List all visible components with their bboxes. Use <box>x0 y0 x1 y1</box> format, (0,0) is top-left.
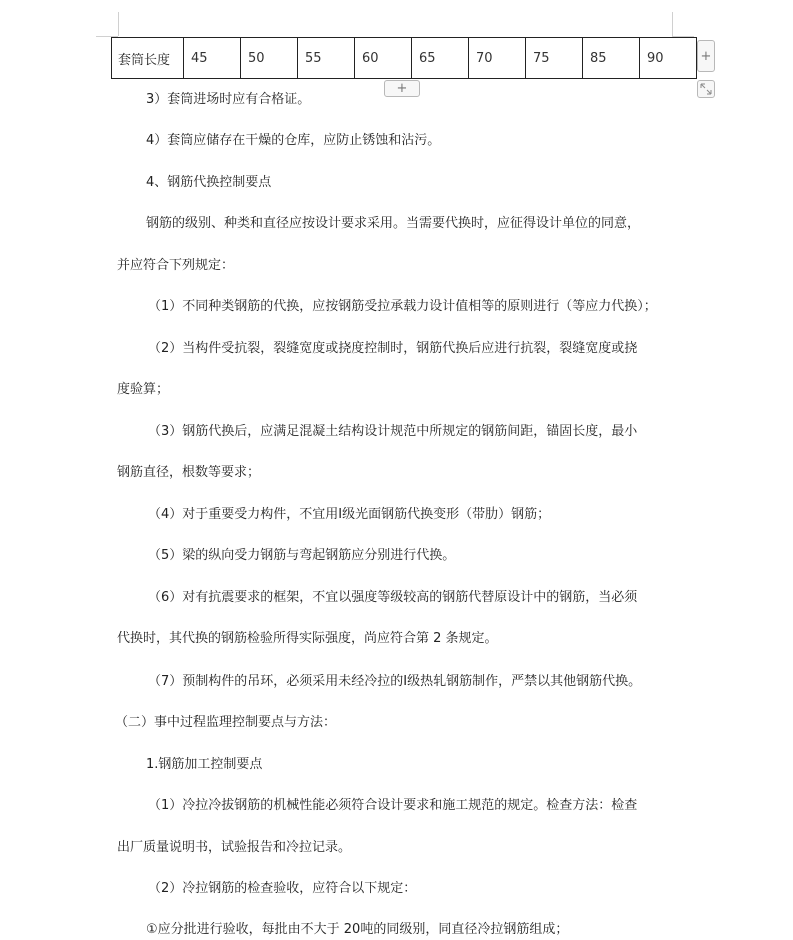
table-row <box>112 38 697 79</box>
table-cell[interactable]: 50 <box>241 38 298 79</box>
page-margin-mark <box>118 12 119 36</box>
paragraph: 度验算； <box>117 382 170 397</box>
add-column-button[interactable]: + <box>697 40 715 72</box>
sleeve-length-table[interactable] <box>111 37 697 79</box>
section-heading: 4、钢筋代换控制要点 <box>146 175 272 190</box>
page-margin-mark <box>672 12 673 36</box>
paragraph: 3）套筒进场时应有合格证。 <box>146 92 311 107</box>
table-cell[interactable]: 60 <box>355 38 412 79</box>
paragraph: （6）对有抗震要求的框架，不宜以强度等级较高的钢筋代替原设计中的钢筋，当必须 <box>148 590 638 605</box>
paragraph: 钢筋直径，根数等要求； <box>117 465 261 480</box>
table-cell[interactable]: 45 <box>184 38 241 79</box>
table-cell[interactable]: 90 <box>640 38 697 79</box>
table-cell[interactable]: 75 <box>526 38 583 79</box>
paragraph: 钢筋的级别、种类和直径应按设计要求采用。当需要代换时，应征得设计单位的同意， <box>146 216 641 231</box>
paragraph: 4）套筒应储存在干燥的仓库，应防止锈蚀和沾污。 <box>146 133 441 148</box>
paragraph: （2）当构件受抗裂，裂缝宽度或挠度控制时，钢筋代换后应进行抗裂，裂缝宽度或挠 <box>148 341 638 356</box>
section-heading: 1.钢筋加工控制要点 <box>146 757 263 772</box>
paragraph: （1）冷拉冷拔钢筋的机械性能必须符合设计要求和施工规范的规定。检查方法：检查 <box>148 798 638 813</box>
table-cell[interactable]: 85 <box>583 38 640 79</box>
paragraph: ①应分批进行验收，每批由不大于 20吨的同级别，同直径冷拉钢筋组成； <box>146 922 569 937</box>
table-cell[interactable]: 65 <box>412 38 469 79</box>
paragraph: （3）钢筋代换后，应满足混凝土结构设计规范中所规定的钢筋间距，锚固长度，最小 <box>148 424 638 439</box>
paragraph: 代换时，其代换的钢筋检验所得实际强度，尚应符合第 2 条规定。 <box>117 631 498 646</box>
paragraph: （4）对于重要受力构件，不宜用Ⅰ级光面钢筋代换变形（带肋）钢筋； <box>148 507 551 522</box>
paragraph: （7）预制构件的吊环，必须采用未经冷拉的Ⅰ级热轧钢筋制作，严禁以其他钢筋代换。 <box>148 674 642 689</box>
add-row-button[interactable]: + <box>384 80 420 97</box>
paragraph: （1）不同种类钢筋的代换，应按钢筋受拉承载力设计值相等的原则进行（等应力代换）； <box>148 299 657 314</box>
paragraph: 并应符合下列规定： <box>117 258 235 273</box>
section-heading: （二）事中过程监理控制要点与方法： <box>115 715 337 730</box>
table-cell[interactable]: 70 <box>469 38 526 79</box>
table-cell[interactable]: 55 <box>298 38 355 79</box>
table-header-cell[interactable]: 套筒长度 <box>112 38 184 79</box>
paragraph: （5）梁的纵向受力钢筋与弯起钢筋应分别进行代换。 <box>148 548 456 563</box>
paragraph: 出厂质量说明书，试验报告和冷拉记录。 <box>117 840 352 855</box>
paragraph: （2）冷拉钢筋的检查验收，应符合以下规定： <box>148 881 417 896</box>
